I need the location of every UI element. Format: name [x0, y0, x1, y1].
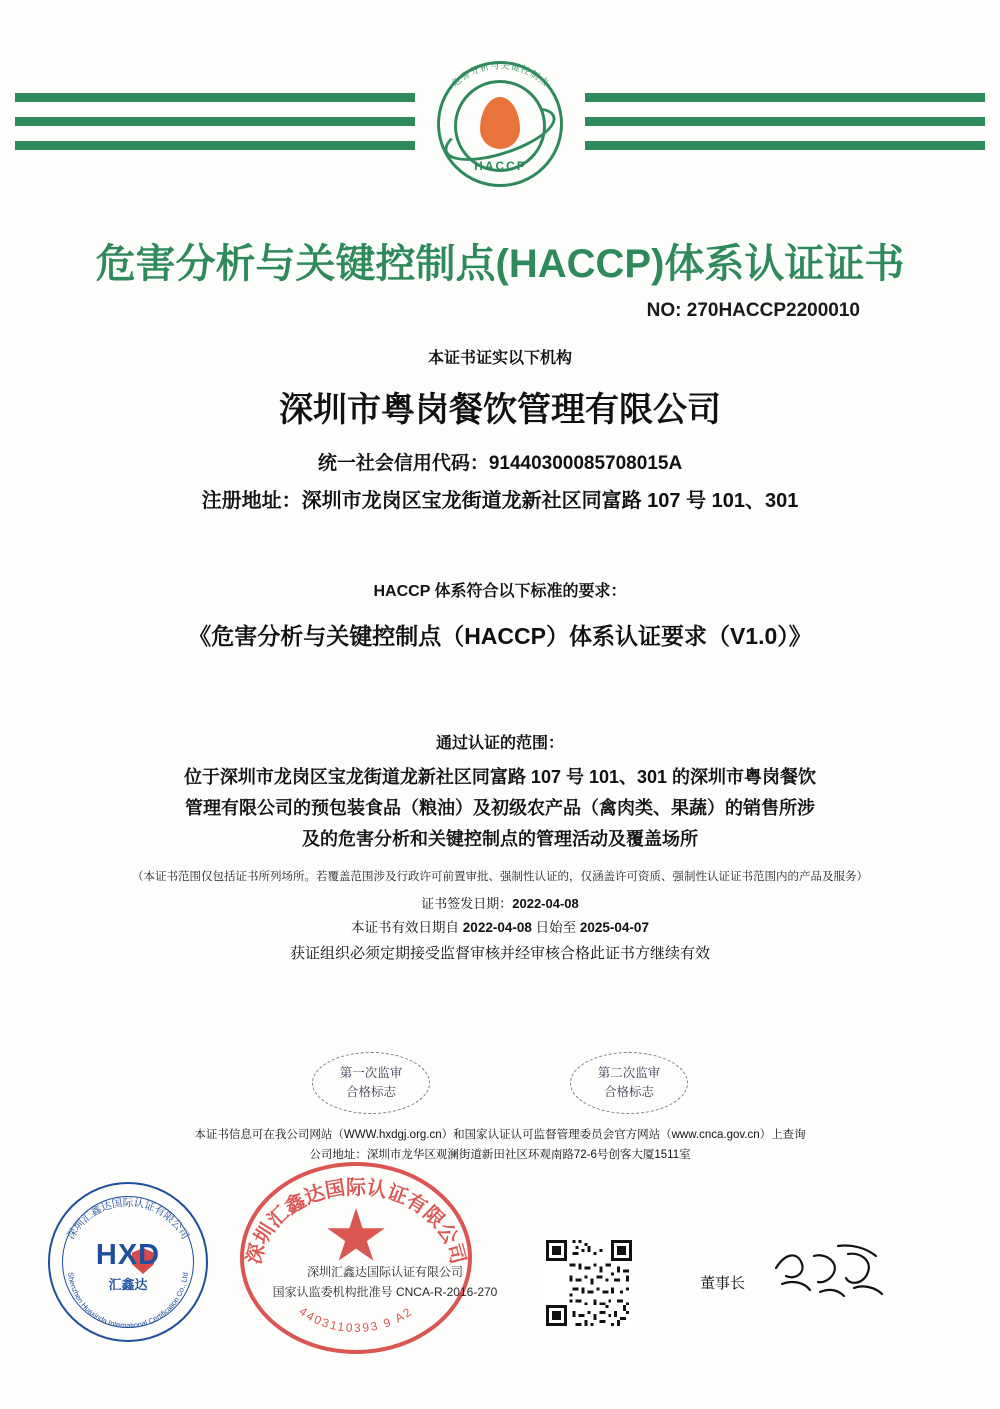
qr-code[interactable]	[546, 1240, 632, 1326]
standard-lead-text: HACCP 体系符合以下标准的要求：	[373, 583, 627, 600]
surveillance-seal-1-line2: 合格标志	[345, 1085, 396, 1099]
banner-stripe-right-2	[585, 117, 985, 126]
page-title: 危害分析与关键控制点(HACCP)体系认证证书	[95, 242, 905, 286]
stamp-overlay-lines	[250, 1262, 520, 1302]
banner-stripe-right-1	[585, 93, 985, 102]
surveillance-seal-2	[570, 1052, 688, 1114]
banner-stripe-right-3	[585, 141, 985, 150]
validity-mid: 日始至	[535, 920, 577, 935]
surveillance-seal-1-line1: 第一次监审	[339, 1066, 403, 1080]
official-red-stamp	[240, 1162, 472, 1354]
haccp-logo	[418, 55, 583, 195]
issue-date-line	[0, 893, 1000, 912]
footer-verification-text: 本证书信息可在我公司网站（WWW.hxdgj.org.cn）和国家认证认可监督管理委员会官方网站（www.cnca.gov.cn）上查询	[194, 1129, 806, 1141]
scope-line-2: 管理有限公司的预包装食品（粮油）及初级农产品（禽肉类、果蔬）的销售所涉	[185, 798, 815, 818]
certify-lead-text: 本证书证实以下机构	[427, 350, 572, 367]
stamp-approval-line: 国家认监委机构批准号 CNCA-R-2016-270	[272, 1285, 498, 1299]
hxd-core	[48, 1240, 208, 1293]
credit-code: 统一社会信用代码：91440300085708015A	[317, 453, 683, 474]
standard-name: 《危害分析与关键控制点（HACCP）体系认证要求（V1.0）》	[188, 623, 812, 649]
logo-arc-text: 危害分析与关键控制点	[449, 60, 552, 89]
banner-stripe-left-2	[15, 117, 415, 126]
hxd-cn-short: 汇鑫达	[108, 1277, 148, 1292]
scope-line-1: 位于深圳市龙岗区宝龙街道龙新社区同富路 107 号 101、301 的深圳市粤岗餐饮	[183, 767, 817, 787]
surveillance-seal-1	[312, 1052, 430, 1114]
validity-from: 2022-04-08	[462, 920, 532, 935]
issue-date-label: 证书签发日期：	[421, 896, 513, 911]
validity-to: 2025-04-07	[579, 920, 649, 935]
signature-label: 董事长	[700, 1275, 746, 1292]
banner-stripe-left-3	[15, 141, 415, 150]
certificate-banner	[0, 55, 1000, 195]
stamp-number: 4403110393 9 A2	[296, 1304, 416, 1336]
footer-company-address: 公司地址：深圳市龙华区观澜街道新田社区环观南路72-6号创客大厦1511室	[309, 1149, 691, 1161]
signature-mark	[768, 1238, 888, 1308]
scope-body	[140, 762, 860, 855]
validity-line	[0, 916, 1000, 936]
organization-name: 深圳市粤岗餐饮管理有限公司	[279, 391, 721, 429]
surveillance-note: 获证组织必须定期接受监督审核并经审核合格此证书方继续有效	[289, 945, 710, 962]
registered-address: 注册地址：深圳市龙岗区宝龙街道龙新社区同富路 107 号 101、301	[201, 490, 799, 512]
issue-date-value: 2022-04-08	[512, 896, 579, 911]
scope-note: （本证书范围仅包括证书所列场所。若覆盖范围涉及行政许可前置审批、强制性认证的，仅涵盖许可资质、强制性认证证书范围内的产品及服务）	[132, 871, 868, 883]
hxd-emblem	[48, 1182, 208, 1342]
hxd-arc-cn: 深圳汇鑫达国际认证有限公司	[64, 1197, 192, 1242]
scope-line-3: 及的危害分析和关键控制点的管理活动及覆盖场所	[302, 829, 698, 849]
stamp-arc-text: 深圳汇鑫达国际认证有限公司	[243, 1177, 469, 1267]
surveillance-seal-2-line1: 第二次监审	[597, 1066, 661, 1080]
logo-haccp-text: HACCP	[474, 159, 527, 173]
validity-label: 本证书有效日期自	[351, 920, 460, 935]
surveillance-seal-2-line2: 合格标志	[603, 1085, 654, 1099]
stamp-arc-svg	[240, 1162, 472, 1354]
scope-lead-text: 通过认证的范围：	[435, 735, 564, 752]
certificate-number: NO: 270HACCP2200010	[646, 300, 860, 321]
stamp-company-line: 深圳汇鑫达国际认证有限公司	[306, 1265, 463, 1279]
hxd-letters: HXD	[95, 1239, 161, 1271]
hxd-arc-en: Shenzhen Huaxinda International Certification Co., Ltd	[66, 1271, 190, 1331]
banner-stripe-left-1	[15, 93, 415, 102]
